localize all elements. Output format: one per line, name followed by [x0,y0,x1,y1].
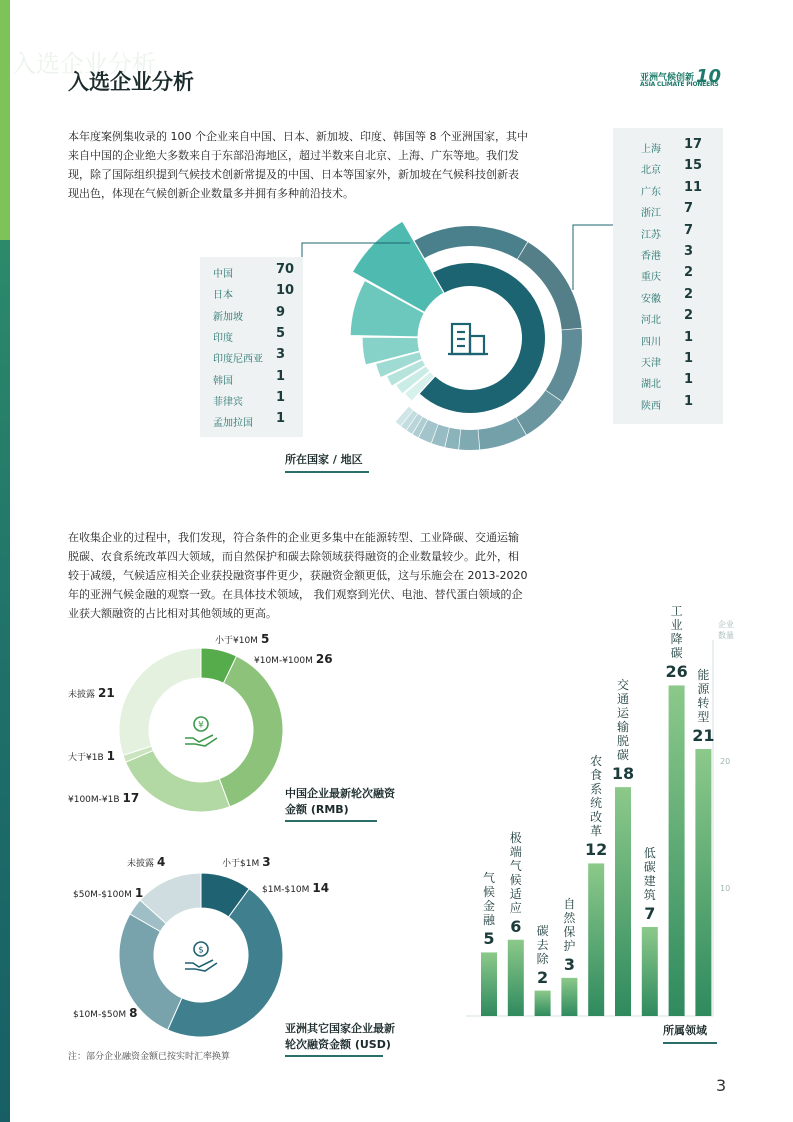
region-name: 陕西 [641,400,661,412]
ghost-title-watermark: 入选企业分析 [12,50,156,78]
country-name: 韩国 [213,375,233,387]
svg-text:¥: ¥ [198,720,204,731]
logo-english-text: ASIA CLIMATE PIONEERS [640,81,719,88]
bar-9 [695,749,711,1016]
region-name: 江苏 [641,229,661,241]
region-name: 香港 [641,251,661,262]
region-count: 2 [684,286,694,302]
region-count: 1 [684,372,694,388]
country-count: 9 [276,304,286,320]
region-name: 浙江 [641,208,661,220]
country-count: 1 [276,368,286,384]
intro-paragraph: 本年度案例集收录的 100 个企业来自中国、日本、新加坡、印度、韩国等 8 个亚洲国家，其中来自中国的企业绝大多数来自于东部沿海地区，超过半数来自北京、上海、广东等地。我们发现，除了国际组织提到气候技术创新常提及的中国、日本等国家外，新加坡在气候科技创新表现出色，体现在气候创新企业数量多并拥有多种前沿技术。 [68,130,528,200]
rmb-label-gt1b: 大于¥1B 1 [68,749,115,763]
country-name: 印度尼西亚 [213,354,263,366]
bar-caption-underline [663,1042,717,1044]
region-name: 广东 [641,186,661,198]
rmb-chart-caption: 中国企业最新轮次融资金额 (RMB) [285,787,395,816]
rmb-label-100m-1b: ¥100M-¥1B 17 [68,791,140,805]
bar-6 [615,787,631,1016]
usd-chart-caption: 亚洲其它国家企业最新轮次融资金额 (USD) [285,1022,395,1051]
country-name: 日本 [213,290,233,302]
region-name: 天津 [641,358,661,369]
region-name: 四川 [641,336,661,348]
region-name: 上海 [641,144,661,155]
bar-3 [535,991,551,1016]
region-count: 11 [684,179,703,195]
bar-8 [669,685,685,1016]
region-count: 17 [684,137,703,152]
bar-7 [642,927,658,1016]
usd-label-50m-100m: $50M-$100M 1 [73,886,144,900]
svg-text:$: $ [198,945,204,956]
region-name: 湖北 [641,379,661,391]
bar-category-label: 能源转型 [697,668,710,724]
region-count: 7 [684,222,694,238]
bar-category-label: 自然保护 [563,896,576,953]
region-count: 1 [684,393,694,409]
funding-paragraph: 在收集企业的过程中，我们发现，符合条件的企业更多集中在能源转型、工业降碳、交通运输脱碳、农食系统改革四大领域，而自然保护和碳去除领域获得融资的企业数量较少。此外，相较于减缓，气候适应相关企业获投融资事件更少，获融资金额更低，这与乐施会在 2013-2020 年的亚洲气候金融的观察一致。在具体技术领域， 我们观察到光伏、电池、替代蛋白领域的企业获大额融资的占比相对其他领域的更高。 [68,531,528,620]
region-count: 2 [684,308,694,324]
rmb-label-10m-100m: ¥10M-¥100M 26 [254,652,333,666]
country-count: 1 [276,389,286,405]
bar-axis-title: 企业数量 [718,620,734,640]
usd-label-lt1m: 小于$1M 3 [222,855,271,869]
bar-value-label: 26 [665,662,688,682]
bar-category-label: 交通运输脱碳 [616,678,629,763]
bar-value-label: 3 [563,954,575,974]
rmb-label-lt10m: 小于¥10M 5 [215,632,270,646]
country-name: 孟加拉国 [213,418,253,430]
region-name: 北京 [641,165,661,177]
bar-category-label: 农食系统改革 [590,754,603,839]
bar-chart-caption: 所属领域 [663,1024,707,1037]
bar-category-label: 极端气候适应 [509,830,522,915]
region-name: 重庆 [641,272,661,284]
country-count: 3 [276,347,286,363]
bar-value-label: 21 [692,726,715,745]
country-count: 70 [276,262,295,277]
region-count: 1 [684,351,694,366]
usd-label-undisclosed: 未披露 4 [127,855,166,869]
country-count: 1 [276,411,286,427]
bar-value-label: 6 [510,916,522,936]
bar-value-label: 12 [585,840,608,860]
country-chart-caption: 所在国家 / 地区 [285,453,363,466]
logo-chinese-text: 亚洲气候创新 [640,73,695,83]
region-count: 3 [684,244,694,259]
bar-value-label: 5 [483,929,495,949]
region-count: 2 [684,265,694,281]
region-count: 1 [684,329,694,345]
country-count: 10 [276,283,295,299]
bar-category-label: 工业降碳 [670,604,683,661]
usd-label-10m-50m: $10M-$50M 8 [73,1006,138,1020]
page-number: 3 [716,1076,727,1095]
country-name: 印度 [213,332,233,344]
logo-number: 10 [696,66,722,87]
region-name: 安徽 [641,293,661,305]
bar-category-label: 气候金融 [482,871,495,928]
bar-y-tick-label: 20 [720,756,731,766]
rmb-label-undisclosed: 未披露 21 [68,686,115,700]
country-name: 中国 [213,269,233,280]
bar-category-label: 低碳建筑 [643,846,656,902]
country-name: 新加坡 [213,311,243,323]
country-count: 5 [276,325,286,341]
usd-label-1m-10m: $1M-$10M 14 [262,881,330,895]
bar-value-label: 7 [644,904,656,923]
page-title: 入选企业分析 [68,70,194,94]
region-count: 7 [684,201,694,217]
country-name: 菲律宾 [213,396,243,408]
region-count: 15 [684,158,703,174]
bar-5 [588,863,604,1016]
bar-category-label: 碳去除 [536,923,549,966]
footnote: 注：部分企业融资金额已按实时汇率换算 [68,1052,231,1062]
bar-y-tick-label: 10 [720,883,731,893]
bar-4 [561,978,577,1016]
bar-2 [508,940,524,1016]
bar-value-label: 2 [537,967,549,987]
region-name: 河北 [641,315,661,327]
bar-1 [481,952,497,1016]
bar-value-label: 18 [611,764,635,784]
